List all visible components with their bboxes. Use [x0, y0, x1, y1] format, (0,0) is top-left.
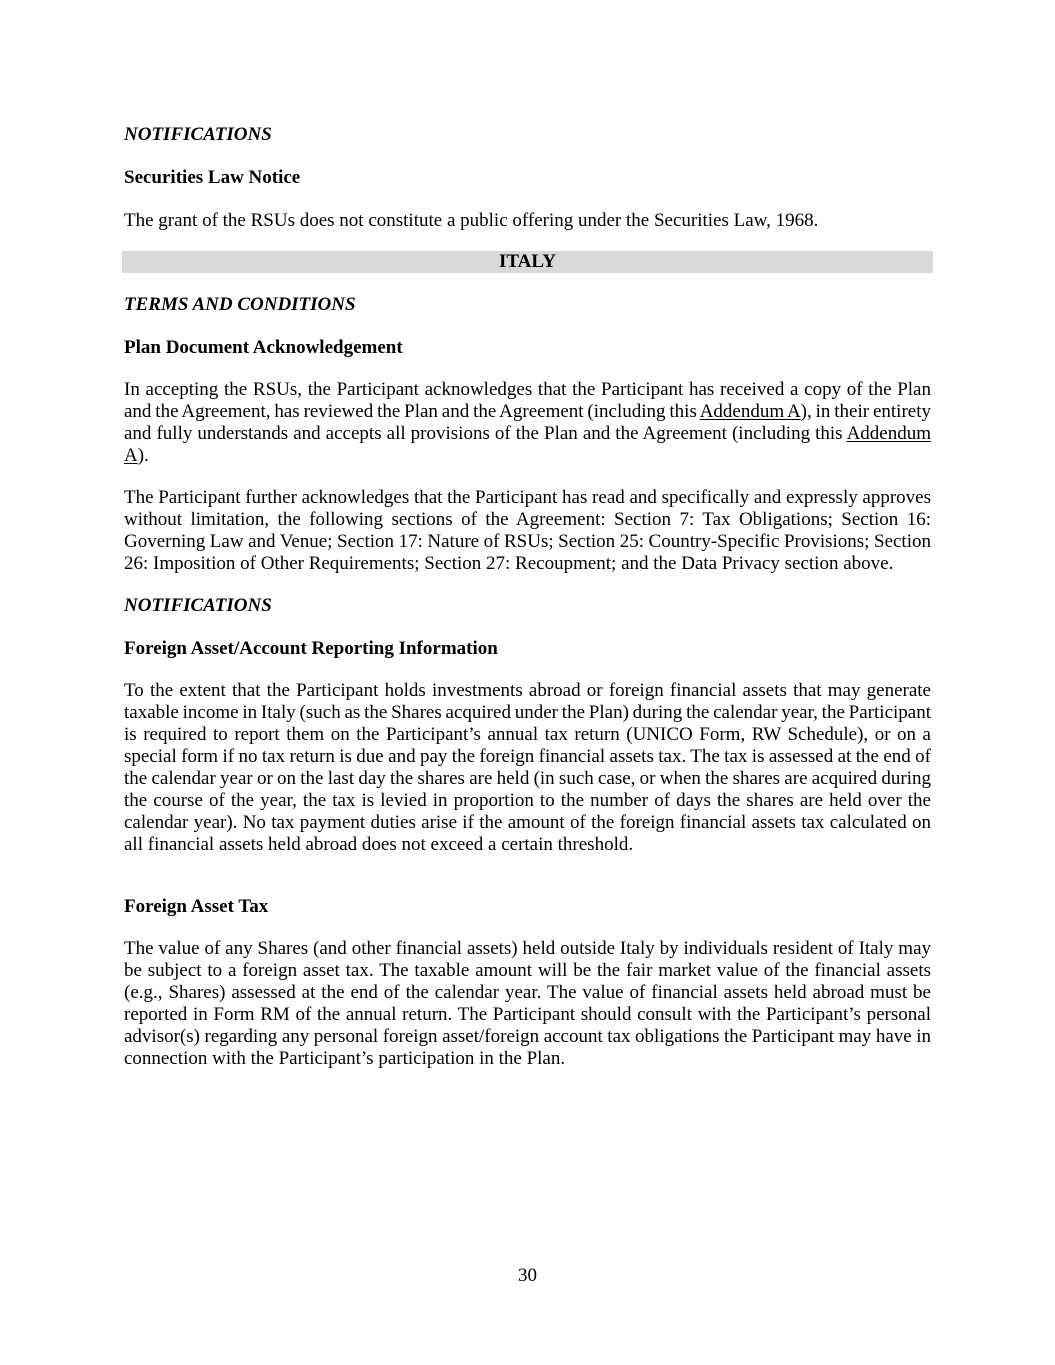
italy-notifications-heading: NOTIFICATIONS	[124, 595, 272, 616]
paragraph-line: The Participant further acknowledges that the Participant has read and specifically and expressly approves	[124, 487, 931, 508]
paragraph-line: special form if no tax return is due and pay the foreign financial assets tax. The tax is assessed at the end of	[124, 746, 931, 767]
terms-and-conditions-heading: TERMS AND CONDITIONS	[124, 294, 356, 315]
line-text: and the Agreement, has reviewed the Plan and the Agreement (including this	[124, 401, 700, 422]
paragraph-line: To the extent that the Participant holds investments abroad or foreign financial assets that may generate	[124, 680, 931, 701]
paragraph-line: is required to report them on the Participant’s annual tax return (UNICO Form, RW Schedule), or on a	[124, 724, 931, 745]
addendum-a-reference: Addendum A	[699, 401, 801, 422]
paragraph-line: without limitation, the following sections of the Agreement: Section 7: Tax Obligations; Section 16:	[124, 509, 931, 530]
paragraph-line: be subject to a foreign asset tax. The taxable amount will be the fair market value of the financial assets	[124, 960, 931, 981]
paragraph-line	[124, 445, 931, 467]
paragraph-line: reported in Form RM of the annual return. The Participant should consult with the Participant’s personal	[124, 1004, 931, 1025]
paragraph-line: In accepting the RSUs, the Participant acknowledges that the Participant has received a copy of the Plan	[124, 379, 931, 400]
reporting-paragraph	[124, 680, 931, 856]
line-text: ).	[137, 445, 149, 466]
paragraph-line: The value of any Shares (and other financial assets) held outside Italy by individuals resident of Italy may	[124, 938, 931, 959]
paragraph-line	[124, 423, 931, 445]
country-name: ITALY	[498, 251, 557, 272]
paragraph-line: calendar year). No tax payment duties arise if the amount of the foreign financial assets tax calculated on	[124, 812, 931, 833]
paragraph-line: connection with the Participant’s participation in the Plan.	[124, 1048, 566, 1069]
plan-document-acknowledgement-title: Plan Document Acknowledgement	[124, 337, 403, 358]
line-text: and fully understands and accepts all provisions of the Plan and the Agreement (including this	[124, 423, 847, 444]
foreign-asset-tax-paragraph	[124, 938, 931, 1070]
paragraph-line	[124, 401, 931, 423]
notifications-heading: NOTIFICATIONS	[124, 124, 272, 145]
foreign-asset-tax-title: Foreign Asset Tax	[124, 896, 269, 917]
securities-law-notice-title: Securities Law Notice	[124, 167, 301, 188]
paragraph-line: (e.g., Shares) assessed at the end of the calendar year. The value of financial assets held abroad must be	[124, 982, 931, 1003]
foreign-asset-account-reporting-title: Foreign Asset/Account Reporting Information	[124, 638, 498, 659]
addendum-a-reference: A	[124, 445, 138, 466]
country-banner	[122, 251, 933, 273]
line-text: ), in their entirety	[800, 401, 931, 422]
addendum-a-reference: Addendum	[846, 423, 931, 444]
paragraph-line: the course of the year, the tax is levied in proportion to the number of days the shares are held over the	[124, 790, 931, 811]
acceptance-paragraph	[124, 379, 931, 467]
paragraph-line: advisor(s) regarding any personal foreign asset/foreign account tax obligations the Participant may have in	[124, 1026, 931, 1047]
paragraph-line: taxable income in Italy (such as the Shares acquired under the Plan) during the calendar year, the Participant	[124, 702, 931, 723]
securities-law-notice-text: The grant of the RSUs does not constitute a public offering under the Securities Law, 1968.	[124, 210, 819, 231]
paragraph-line: 26: Imposition of Other Requirements; Section 27: Recoupment; and the Data Privacy section above.	[124, 553, 894, 574]
paragraph-line: Governing Law and Venue; Section 17: Nature of RSUs; Section 25: Country-Specific Provisions; Section	[124, 531, 931, 552]
approval-paragraph	[124, 487, 931, 575]
paragraph-line: all financial assets held abroad does not exceed a certain threshold.	[124, 834, 634, 855]
paragraph-line: the calendar year or on the last day the shares are held (in such case, or when the shares are acquired during	[124, 768, 931, 789]
page-number: 30	[518, 1265, 537, 1286]
